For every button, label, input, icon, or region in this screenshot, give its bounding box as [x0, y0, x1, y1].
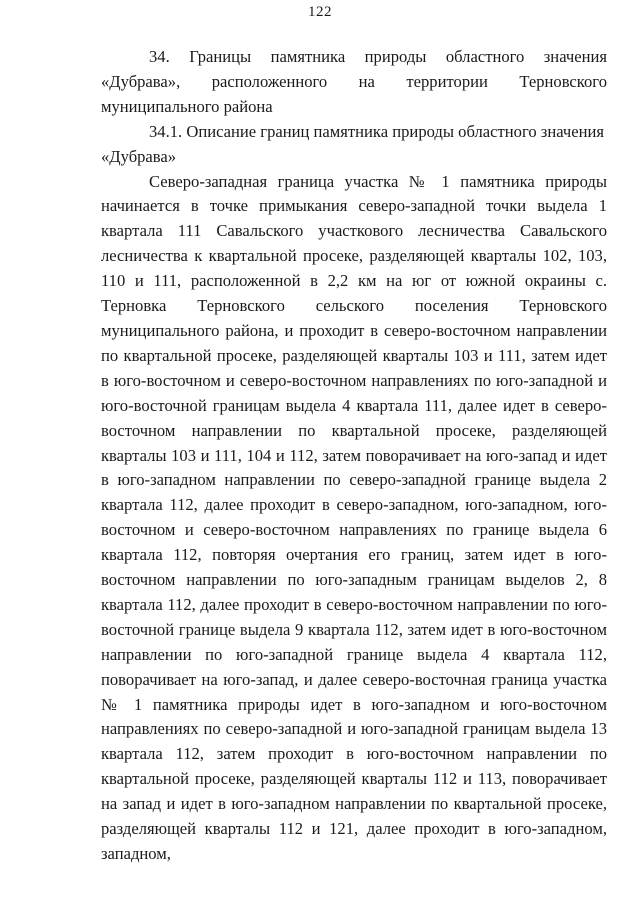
- boundary-description-paragraph: Северо-западная граница участка № 1 памятника природы начинается в точке примыкания северо-западной точки выдела 1 квартала 111 Савальского участкового лесничества Савальского лесничества к квартальной просеке, разделяющей кварталы 102, 103, 110 и 111, расположенной в 2,2 км на юг от южной окраины с. Терновка Терновского сельского поселения Терновского муниципального района, и проходит в северо-восточном направлении по квартальной просеке, разделяющей кварталы 103 и 111, затем идет в юго-восточном и северо-восточном направлениях по юго-западной и юго-восточной границам выдела 4 квартала 111, далее идет в северо-восточном направлении по квартальной просеке, разделяющей кварталы 103 и 111, 104 и 112, затем поворачивает на юго-запад и идет в юго-западном направлении по северо-западной границе выдела 2 квартала 112, далее проходит в северо-западном, юго-западном, юго-восточном и северо-восточном направлениях по границе выдела 6 квартала 112, повторяя очертания его границ, затем идет в юго-восточном направлении по юго-западным границам выделов 2, 8 квартала 112, далее проходит в северо-восточном направлении по юго-восточной границе выдела 9 квартала 112, затем идет в юго-восточном направлении по юго-западной границе выдела 4 квартала 112, поворачивает на юго-запад, и далее северо-восточная граница участка № 1 памятника природы идет в юго-западном и юго-восточном направлениях по северо-западной и юго-западной границам выдела 13 квартала 112, затем проходит в юго-восточном направлении по квартальной просеке, разделяющей кварталы 112 и 113, поворачивает на запад и идет в юго-западном направлении по квартальной просеке, разделяющей кварталы 112 и 121, далее проходит в юго-западном, западном,: [101, 171, 607, 863]
- page-number: 122: [308, 4, 332, 20]
- subsection-heading: 34.1. Описание границ памятника природы областного значения «Дубрава»: [101, 121, 605, 166]
- section-heading: 34. Границы памятника природы областного значения «Дубрава», расположенного на территории Терновского муниципального района: [101, 47, 607, 116]
- document-body: [101, 45, 607, 867]
